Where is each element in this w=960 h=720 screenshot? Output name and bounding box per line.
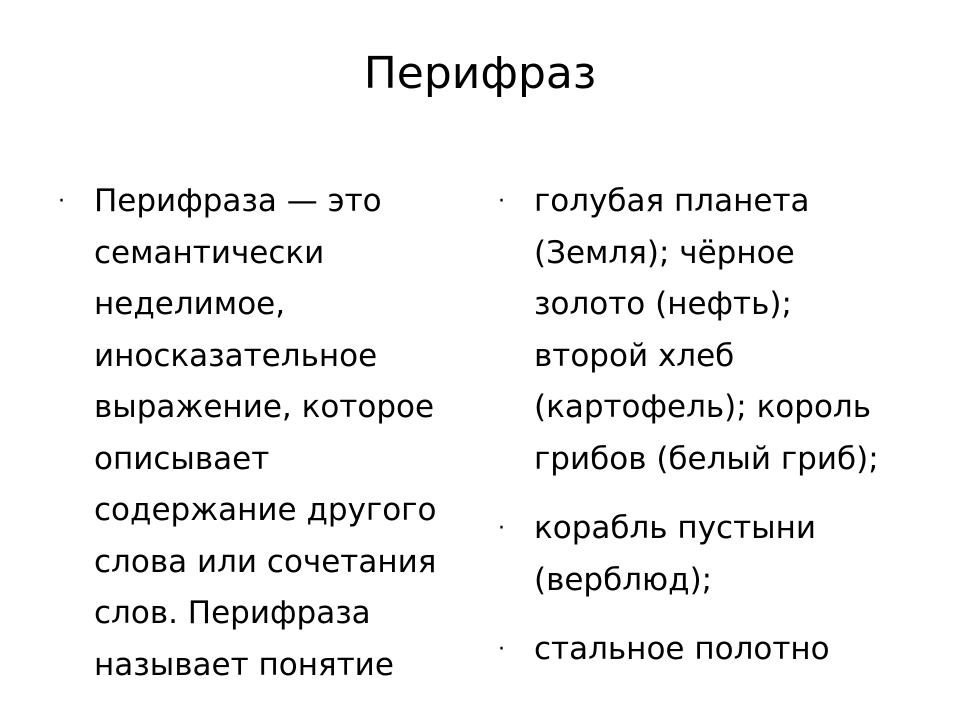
list-item: [58, 176, 448, 691]
list-item: [498, 503, 888, 606]
bullet-icon: ·: [498, 637, 505, 662]
example-text: стальное полотно: [534, 631, 830, 667]
list-item: [498, 176, 888, 485]
bullet-icon: ·: [498, 189, 505, 214]
definition-text: Перифраза — это семантически неделимое, иносказательное выражение, которое описывает содержание другого слова или сочетания слов.​ Перифраза называет понятие: [94, 183, 437, 683]
right-column: [498, 176, 888, 694]
example-text: голубая планета (Земля); чёрное золото (нефть); второй хлеб (картофель); король грибов (белый гриб);: [534, 183, 879, 477]
bullet-icon: ·: [58, 189, 65, 214]
slide-title: Перифраз: [363, 48, 597, 99]
bullet-icon: ·: [498, 516, 505, 541]
example-text: корабль пустыни (верблюд);: [534, 510, 817, 598]
left-column: [58, 176, 448, 691]
list-item: [498, 624, 888, 676]
